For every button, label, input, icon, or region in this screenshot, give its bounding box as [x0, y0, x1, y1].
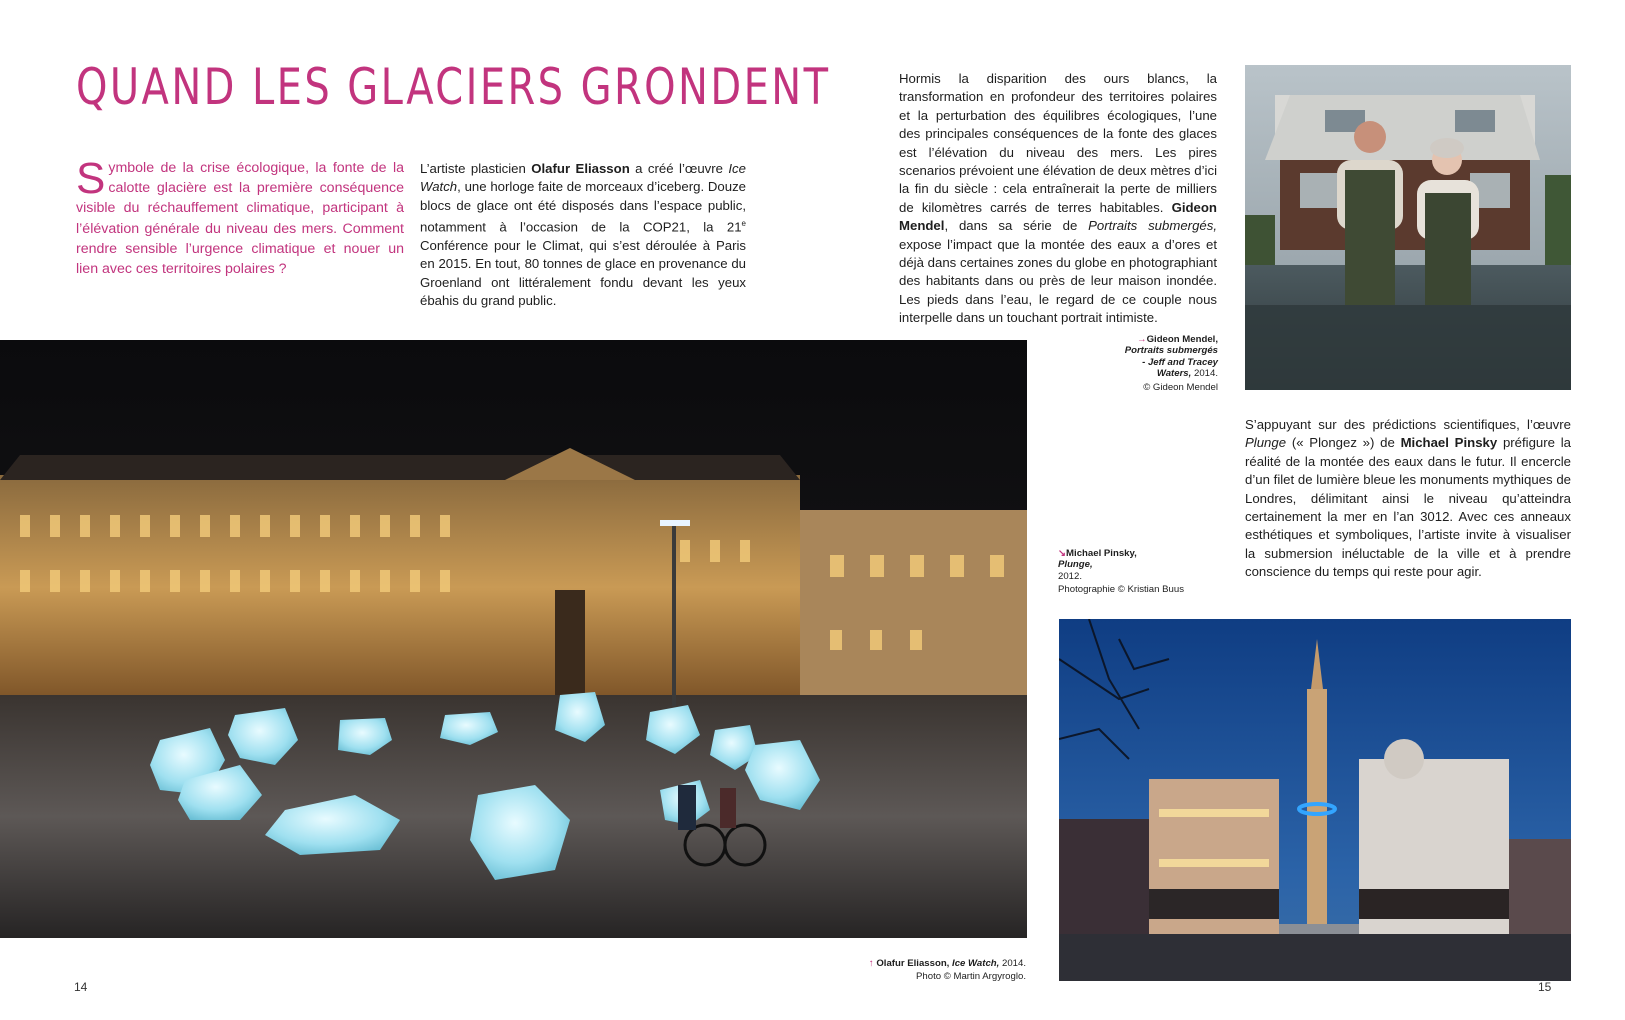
- mendel-text-1: Hormis la disparition des ours blancs, la transformation en profondeur des territoires polaires et la perturbation des équilibres écologiques, l’une des principales conséquences de la fonte des glaces est l’élévation du niveau des mers. Les pires scenarios prévoient une élévation de deux mètres d’ici la fin du siècle : cela entraînerait la perte de milliers de kilomètres carrés de terres habitables.: [899, 71, 1217, 215]
- caption-pinsky-credit: Photographie © Kristian Buus: [1058, 584, 1184, 596]
- pinsky-name: Michael Pinsky: [1400, 435, 1498, 451]
- caption-mendel-artist: Gideon Mendel,: [1146, 334, 1218, 345]
- caption-mendel-year: 2014.: [1191, 368, 1218, 380]
- eliasson-text-1: L’artiste plasticien: [420, 161, 532, 176]
- photo-ice-watch: [0, 340, 1027, 938]
- mendel-text-2: , dans sa série de: [944, 218, 1089, 234]
- pinsky-work: Plunge: [1245, 435, 1287, 451]
- eliasson-text-2: a créé l’œuvre: [629, 161, 729, 176]
- photo-mendel-portrait: [1245, 65, 1571, 390]
- page-number-right: 15: [1538, 980, 1552, 994]
- caption-eliasson: [780, 958, 1026, 983]
- caption-mendel-series: Portraits submergés: [1124, 345, 1218, 357]
- eliasson-work: Ice Watch: [420, 161, 746, 195]
- arrow-up-icon: ↑: [868, 958, 874, 969]
- caption-eliasson-credit: Photo © Martin Argyroglo.: [916, 971, 1026, 983]
- eliasson-text-3: , une horloge faite de morceaux d’iceberg. Douze blocs de glace ont été disposés dans l’espace public, notamment à l’occasion de la COP21, la 21: [420, 179, 746, 235]
- arrow-down-right-icon: ↘: [1058, 548, 1067, 559]
- caption-pinsky: [1058, 548, 1218, 596]
- caption-eliasson-artist: Olafur Eliasson,: [876, 958, 953, 969]
- eliasson-sup: e: [741, 219, 746, 229]
- caption-pinsky-work: Plunge,: [1058, 559, 1093, 571]
- intro-paragraph: [76, 154, 404, 279]
- mendel-name: Gideon Mendel: [899, 199, 1217, 234]
- caption-mendel: [1060, 334, 1218, 393]
- pinsky-text-3: préfigure la réalité de la montée des eaux dans le futur. Il encercle d’un filet de lumière bleue les monuments mythiques de Londres, délimitant ainsi le niveau qu’atteindra certainement la mer en l’an 3012. Avec ces anneaux esthétiques et symboliques, l’artiste invite à visualiser la submersion inéluctable de la ville et à prendre conscience du temps qui reste pour agir.: [1245, 435, 1571, 580]
- photo-plunge: [1059, 619, 1571, 981]
- pinsky-text-2: (« Plongez ») de: [1286, 435, 1401, 451]
- mendel-paragraph: [899, 70, 1217, 328]
- intro-text: ymbole de la crise écologique, la fonte de la calotte glacière est la première conséquence visible du réchauffement climatique, participant à l’élévation générale du niveau des mers. Comment rendre sensible l’urgence climatique et nouer un lien avec ces territoires polaires ?: [76, 160, 404, 278]
- caption-eliasson-year: 2014.: [999, 958, 1026, 969]
- page-number-left: 14: [74, 980, 88, 994]
- page-title: QUAND LES GLACIERS GRONDENT: [76, 58, 831, 116]
- mendel-series: Portraits submergés,: [1088, 218, 1217, 234]
- caption-pinsky-year: 2012.: [1058, 570, 1083, 582]
- caption-mendel-subtitle: - Jeff and Tracey: [1142, 356, 1218, 368]
- eliasson-text-4: Conférence pour le Climat, qui s’est déroulée à Paris en 2015. En tout, 80 tonnes de glace en provenance du Groenland ont littéralement fondu devant les yeux ébahis du grand public.: [420, 238, 746, 309]
- caption-mendel-subtitle-2: Waters,: [1156, 368, 1192, 380]
- eliasson-name: Olafur Eliasson: [531, 161, 630, 176]
- drop-cap: S: [76, 154, 106, 203]
- eliasson-paragraph: [420, 160, 746, 311]
- caption-eliasson-work: Ice Watch,: [952, 958, 1000, 969]
- caption-mendel-credit: © Gideon Mendel: [1143, 381, 1218, 393]
- pinsky-paragraph: [1245, 416, 1571, 582]
- pinsky-text-1: S’appuyant sur des prédictions scientifiques, l’œuvre: [1245, 417, 1571, 432]
- caption-pinsky-artist: Michael Pinsky,: [1066, 548, 1137, 559]
- arrow-right-icon: →: [1136, 334, 1147, 345]
- mendel-text-3: expose l’impact que la montée des eaux a d’ores et déjà dans certaines zones du globe en photographiant des habitants dans ou près de leur maison inondée. Les pieds dans l’eau, le regard de ce couple nous interpelle dans un touchant portrait intimiste.: [899, 236, 1217, 326]
